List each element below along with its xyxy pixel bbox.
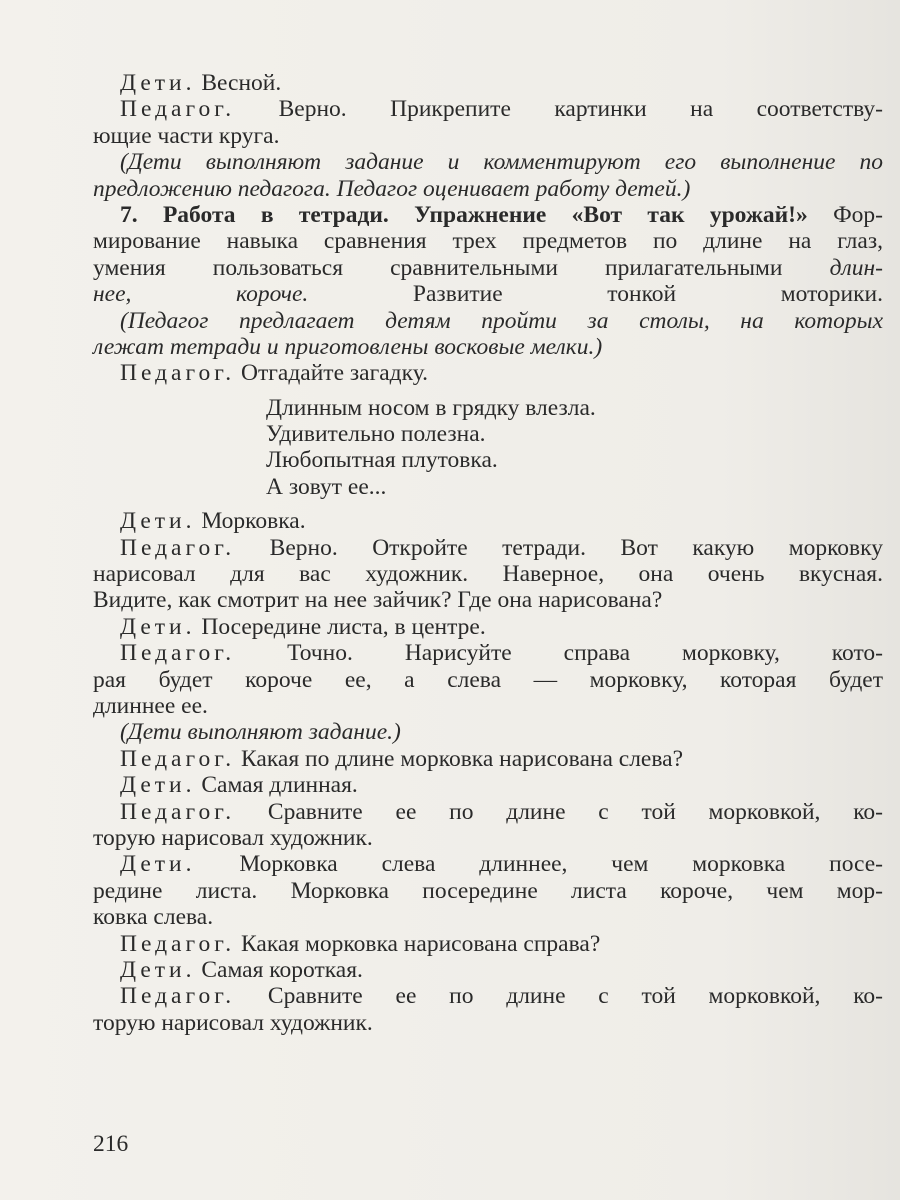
line-text: Морковка. (195, 508, 306, 535)
line-text: Развитие тонкой моторики. (308, 281, 883, 308)
text-line (120, 70, 883, 96)
text-line (120, 149, 883, 175)
text-line (120, 640, 883, 666)
line-text: Сравните ее по длине с той морковкой, ко- (235, 983, 883, 1010)
italic-text: длин- (829, 254, 883, 281)
text-line (93, 587, 883, 613)
text-line (93, 693, 883, 719)
text-line (120, 202, 883, 228)
speaker-label: Педагог. (120, 798, 236, 825)
poem-line: А зовут ее... (266, 473, 387, 500)
poem-line: Длинным носом в грядку влезла. (266, 394, 596, 421)
speaker-label: Педагог. (120, 745, 236, 772)
text-line (93, 255, 883, 281)
text-line (120, 772, 883, 798)
text-line (93, 228, 883, 254)
italic-text: (Педагог предлагает детям пройти за столы, на которых (120, 307, 883, 334)
poem-line: Удивительно полезна. (266, 421, 486, 448)
speaker-label: Педагог. (120, 930, 236, 957)
line-text: Какая по длине морковка нарисована слева? (235, 745, 683, 772)
text-line (93, 123, 883, 149)
text-line (120, 799, 883, 825)
text-line (93, 334, 883, 360)
line-text: Морковка слева длиннее, чем морковка посе- (195, 851, 883, 878)
text-line (120, 931, 883, 957)
line-text: ковка слева. (93, 904, 214, 931)
line-text: Видите, как смотрит на нее зайчик? Где она нарисована? (93, 587, 663, 614)
text-line (93, 176, 883, 202)
speaker-label: Дети. (120, 613, 196, 640)
speaker-label: Дети. (120, 508, 196, 535)
line-text: рая будет короче ее, а слева — морковку, которая будет (93, 666, 883, 693)
poem-line: Любопытная плутовка. (266, 447, 498, 474)
line-text: Посередине листа, в центре. (195, 613, 486, 640)
speaker-label: Дети. (120, 772, 196, 799)
italic-text: предложению педагога. Педагог оценивает работу детей.) (93, 175, 691, 202)
text-line (120, 360, 883, 386)
line-text: умения пользоваться сравнительными прилагательными (93, 254, 830, 281)
line-text: Верно. Откройте тетради. Вот какую морковку (235, 534, 883, 561)
speaker-label: Педагог. (120, 983, 236, 1010)
text-line (120, 983, 883, 1009)
text-line (120, 746, 883, 772)
speaker-label: Педагог. (120, 640, 236, 667)
speaker-label: Дети. (120, 70, 196, 96)
speaker-label: Дети. (120, 851, 196, 878)
text-line (120, 851, 883, 877)
line-text: ющие части круга. (93, 122, 280, 149)
text-line (120, 719, 883, 745)
line-text: Точно. Нарисуйте справа морковку, кото- (235, 640, 883, 667)
line-text: длиннее ее. (93, 692, 208, 719)
section-heading: 7. Работа в тетради. Упражнение «Вот так урожай!» (120, 201, 808, 228)
line-text: Весной. (195, 70, 282, 96)
text-line (93, 561, 883, 587)
italic-text: (Дети выполняют задание и комментируют его выполнение по (120, 149, 883, 176)
speaker-label: Педагог. (120, 360, 236, 387)
page-number: 216 (93, 1131, 129, 1157)
text-line (120, 957, 883, 983)
line-text: торую нарисовал художник. (93, 1009, 373, 1036)
text-line (120, 535, 883, 561)
line-text: Верно. Прикрепите картинки на соответству- (235, 96, 883, 123)
line-text: Сравните ее по длине с той морковкой, ко- (235, 798, 883, 825)
text-line (93, 904, 883, 930)
line-text: Фор- (807, 201, 883, 228)
riddle-poem (120, 395, 883, 501)
italic-text: нее, короче. (93, 281, 309, 308)
text-line (120, 614, 883, 640)
text-line (93, 281, 883, 307)
speaker-label: Дети. (120, 956, 196, 983)
line-text: редине листа. Морковка посередине листа короче, чем мор- (93, 877, 883, 904)
line-text: Отгадайте загадку. (235, 360, 428, 387)
text-line (93, 1010, 883, 1036)
line-text: мирование навыка сравнения трех предметов по длине на глаз, (93, 228, 883, 255)
italic-text: (Дети выполняют задание.) (120, 719, 401, 746)
line-text: нарисовал для вас художник. Наверное, она очень вкусная. (93, 561, 883, 588)
line-text: Самая короткая. (195, 956, 363, 983)
italic-text: лежат тетради и приготовлены восковые мелки.) (93, 333, 603, 360)
line-text: торую нарисовал художник. (93, 824, 373, 851)
speaker-label: Педагог. (120, 534, 236, 561)
text-line (120, 96, 883, 122)
speaker-label: Педагог. (120, 96, 236, 123)
text-line (120, 308, 883, 334)
text-line (120, 508, 883, 534)
text-line (93, 878, 883, 904)
text-line (93, 667, 883, 693)
line-text: Самая длинная. (195, 772, 358, 799)
page-text (93, 70, 883, 1036)
text-line (93, 825, 883, 851)
line-text: Какая морковка нарисована справа? (235, 930, 601, 957)
